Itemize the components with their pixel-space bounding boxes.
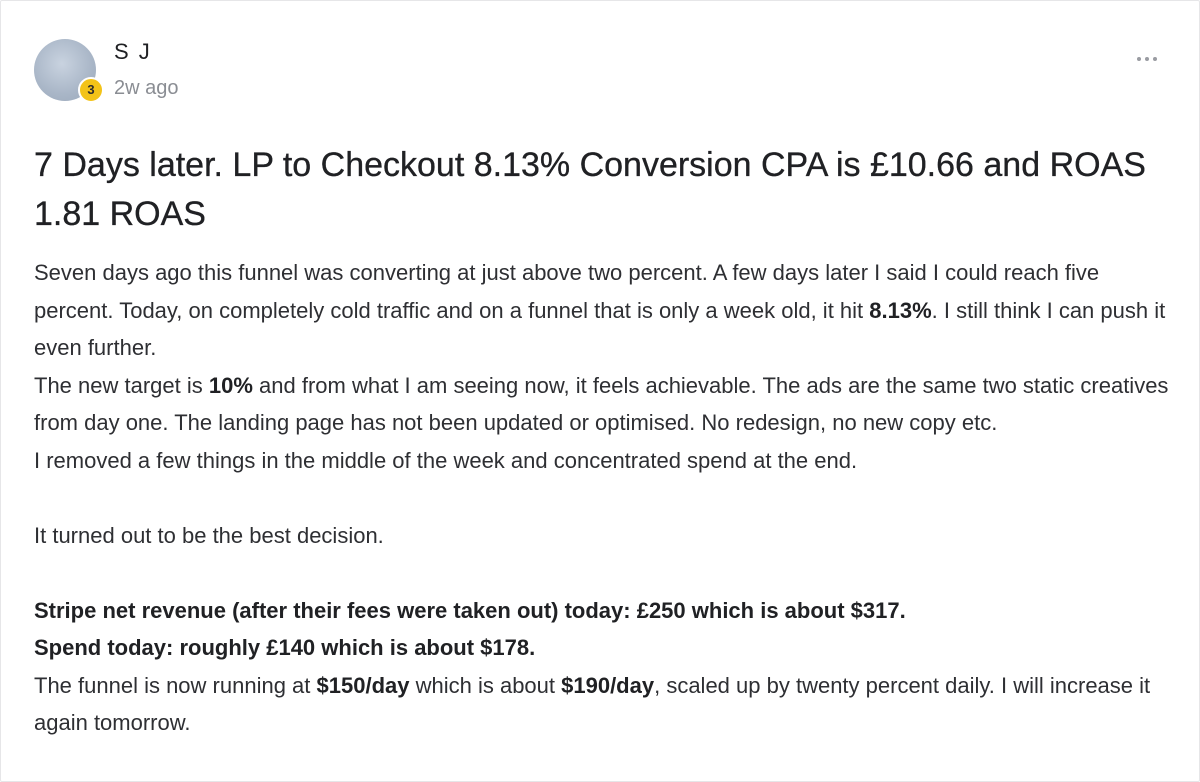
post-header bbox=[34, 39, 1164, 103]
bold-text: Stripe net revenue (after their fees were taken out) today: £250 which is about $317. bbox=[34, 597, 906, 623]
bold-text: $190/day bbox=[561, 672, 655, 698]
paragraph-decision: It turned out to be the best decision. bbox=[34, 522, 384, 548]
paragraph-removed: I removed a few things in the middle of the week and concentrated spend at the end. bbox=[34, 447, 858, 473]
paragraph-budget bbox=[34, 667, 1174, 742]
level-badge: 3 bbox=[78, 77, 104, 103]
bold-text: $150/day bbox=[316, 672, 410, 698]
ellipsis-icon bbox=[1153, 57, 1157, 61]
post-title: 7 Days later. LP to Checkout 8.13% Conversion CPA is £10.66 and ROAS 1.81 ROAS bbox=[34, 146, 1146, 233]
text-run: The new target is bbox=[34, 372, 209, 398]
post-body bbox=[34, 254, 1174, 742]
paragraph-revenue bbox=[34, 592, 1174, 630]
text-run: which is about bbox=[409, 672, 562, 698]
post-timestamp[interactable]: 2w ago bbox=[114, 77, 179, 99]
text-run: and from what I am seeing now, it feels achievable. The ads are the same two static creatives from day one. The landing page has not been updated or optimised. No redesign, no new copy etc. bbox=[34, 372, 1169, 435]
paragraph-spend bbox=[34, 629, 1174, 667]
avatar[interactable] bbox=[34, 39, 96, 101]
paragraph-target bbox=[34, 367, 1174, 442]
bold-text: Spend today: roughly £140 which is about $178. bbox=[34, 635, 536, 660]
ellipsis-icon bbox=[1137, 57, 1141, 61]
bold-text: 10% bbox=[208, 372, 253, 398]
ellipsis-icon bbox=[1145, 57, 1149, 61]
spacer bbox=[34, 479, 1174, 517]
bold-text: 8.13% bbox=[869, 297, 932, 323]
text-run: . I still think I can push it even further. bbox=[34, 297, 1166, 360]
text-run: The funnel is now running at bbox=[34, 672, 317, 698]
more-options-button[interactable] bbox=[1130, 49, 1164, 69]
text-run: Seven days ago this funnel was converting at just above two percent. A few days later I said I could reach five percent. Today, on completely cold traffic and on a funnel that is only a week old, it hit bbox=[34, 260, 1100, 323]
paragraph-conversion bbox=[34, 254, 1174, 367]
spacer bbox=[34, 554, 1174, 592]
author-name[interactable]: S J bbox=[114, 39, 152, 64]
text-run: , scaled up by twenty percent daily. I will increase it again tomorrow. bbox=[34, 672, 1151, 735]
